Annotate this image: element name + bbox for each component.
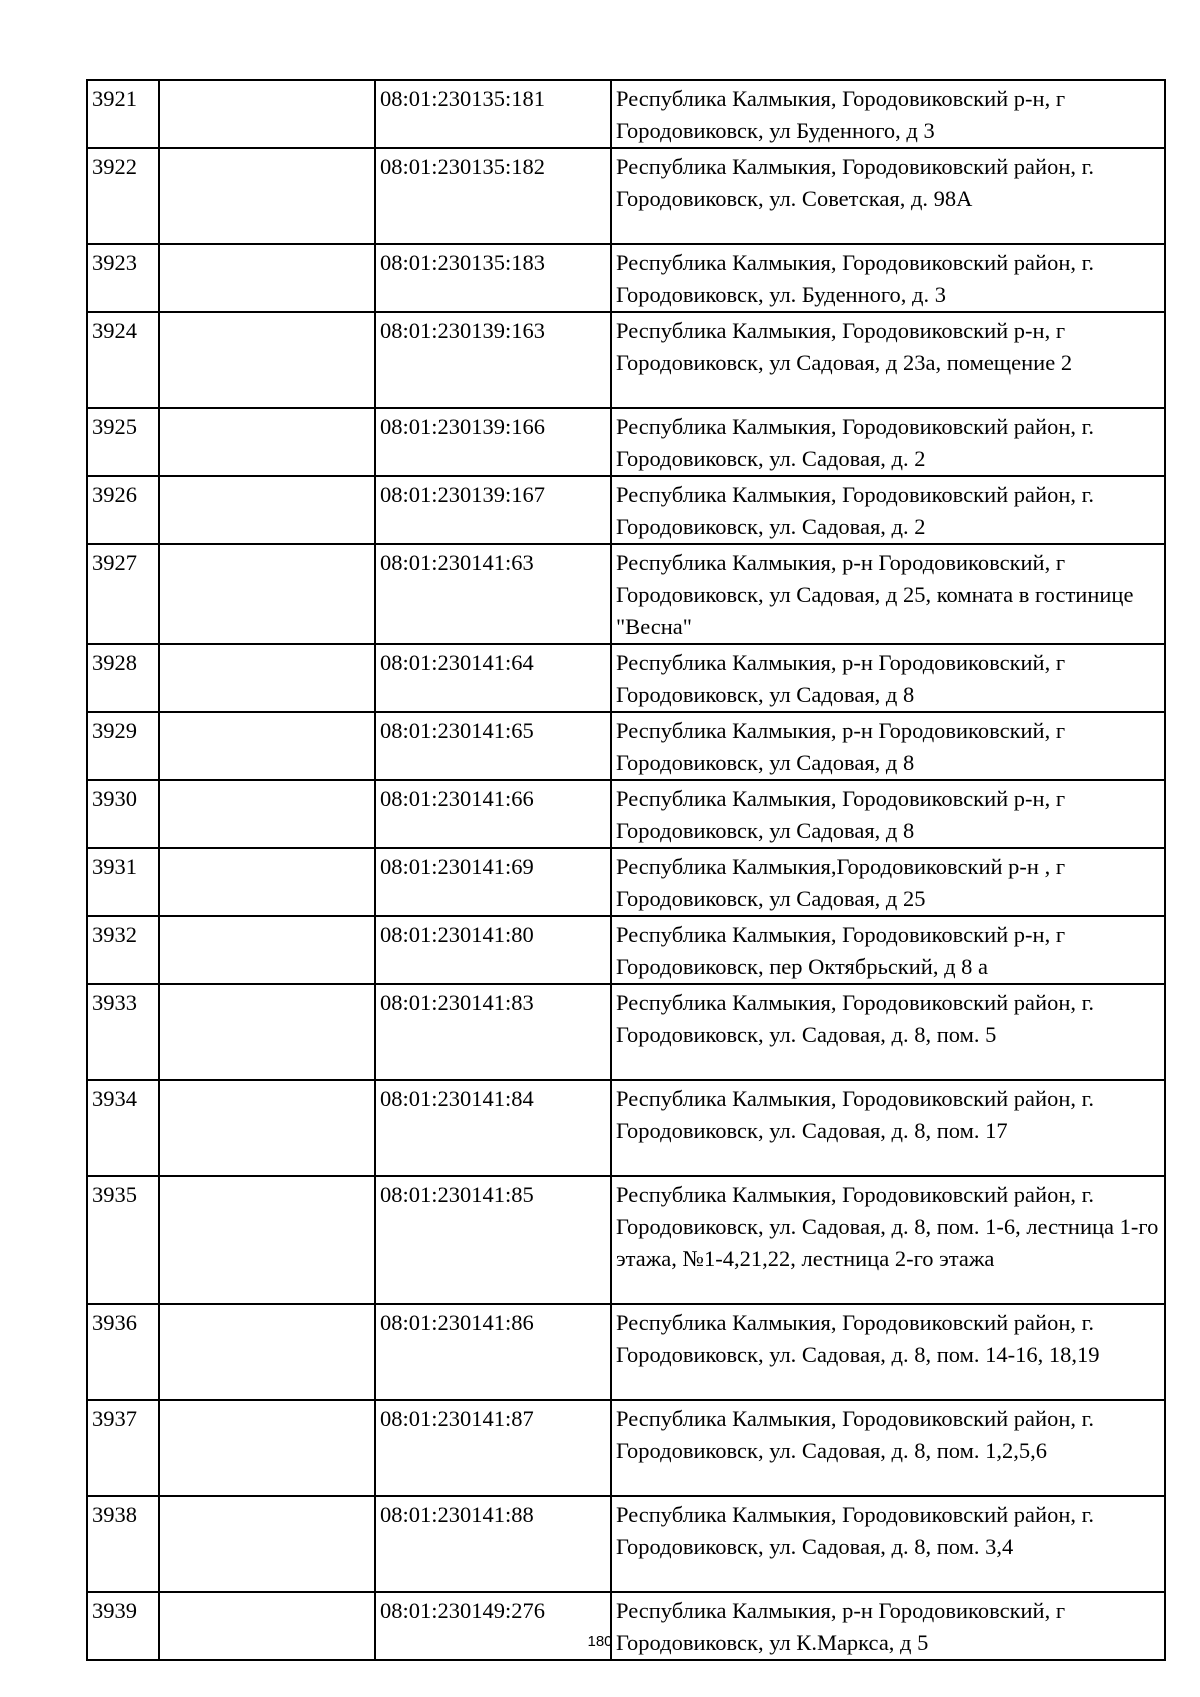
row-number: 3936	[87, 1304, 159, 1400]
address: Республика Калмыкия, Городовиковский район, г. Городовиковск, ул. Садовая, д. 8, пом. 1-6, лестница 1-го этажа, №1-4,21,22, лестница 2-го этажа	[611, 1176, 1165, 1304]
table-row	[87, 244, 1165, 312]
row-number: 3924	[87, 312, 159, 408]
cadastral-number: 08:01:230141:63	[375, 544, 611, 644]
table-row	[87, 984, 1165, 1080]
blank-cell	[159, 984, 375, 1080]
cadastral-number: 08:01:230141:66	[375, 780, 611, 848]
row-number: 3926	[87, 476, 159, 544]
row-number: 3928	[87, 644, 159, 712]
blank-cell	[159, 1080, 375, 1176]
blank-cell	[159, 780, 375, 848]
table-row	[87, 544, 1165, 644]
blank-cell	[159, 1176, 375, 1304]
row-number: 3931	[87, 848, 159, 916]
row-number: 3927	[87, 544, 159, 644]
row-number: 3939	[87, 1592, 159, 1660]
table-row	[87, 476, 1165, 544]
table-row	[87, 1304, 1165, 1400]
cadastral-number: 08:01:230135:183	[375, 244, 611, 312]
blank-cell	[159, 312, 375, 408]
blank-cell	[159, 1496, 375, 1592]
blank-cell	[159, 80, 375, 148]
table-row	[87, 1080, 1165, 1176]
row-number: 3933	[87, 984, 159, 1080]
table-row	[87, 1400, 1165, 1496]
address: Республика Калмыкия, Городовиковский район, г. Городовиковск, ул. Садовая, д. 2	[611, 476, 1165, 544]
address: Республика Калмыкия, Городовиковский район, г. Городовиковск, ул. Буденного, д. 3	[611, 244, 1165, 312]
row-number: 3930	[87, 780, 159, 848]
address: Республика Калмыкия, Городовиковский район, г. Городовиковск, ул. Садовая, д. 8, пом. 5	[611, 984, 1165, 1080]
address: Республика Калмыкия, Городовиковский район, г. Городовиковск, ул. Садовая, д. 8, пом. 1,2,5,6	[611, 1400, 1165, 1496]
table-row	[87, 1176, 1165, 1304]
blank-cell	[159, 1304, 375, 1400]
table-row	[87, 644, 1165, 712]
page-number: 180	[587, 1633, 613, 1650]
cadastral-number: 08:01:230141:69	[375, 848, 611, 916]
blank-cell	[159, 848, 375, 916]
table-row	[87, 312, 1165, 408]
cadastral-number: 08:01:230141:64	[375, 644, 611, 712]
blank-cell	[159, 916, 375, 984]
blank-cell	[159, 644, 375, 712]
cadastral-number: 08:01:230141:85	[375, 1176, 611, 1304]
table-row	[87, 1496, 1165, 1592]
row-number: 3937	[87, 1400, 159, 1496]
cadastral-number: 08:01:230141:84	[375, 1080, 611, 1176]
registry-table	[86, 79, 1166, 1661]
table-row	[87, 408, 1165, 476]
cadastral-number: 08:01:230141:65	[375, 712, 611, 780]
address: Республика Калмыкия, Городовиковский район, г. Городовиковск, ул. Садовая, д. 8, пом. 3,4	[611, 1496, 1165, 1592]
table-row	[87, 848, 1165, 916]
cadastral-number: 08:01:230149:276	[375, 1592, 611, 1660]
row-number: 3938	[87, 1496, 159, 1592]
cadastral-number: 08:01:230139:163	[375, 312, 611, 408]
table-row	[87, 712, 1165, 780]
cadastral-number: 08:01:230135:182	[375, 148, 611, 244]
address: Республика Калмыкия, р-н Городовиковский, г Городовиковск, ул Садовая, д 8	[611, 644, 1165, 712]
address: Республика Калмыкия, Городовиковский район, г. Городовиковск, ул. Садовая, д. 8, пом. 17	[611, 1080, 1165, 1176]
address: Республика Калмыкия, р-н Городовиковский, г Городовиковск, ул К.Маркса, д 5	[611, 1592, 1165, 1660]
address: Республика Калмыкия, Городовиковский район, г. Городовиковск, ул. Садовая, д. 2	[611, 408, 1165, 476]
address: Республика Калмыкия, Городовиковский р-н, г Городовиковск, ул Садовая, д 23а, помещение 2	[611, 312, 1165, 408]
cadastral-number: 08:01:230139:167	[375, 476, 611, 544]
row-number: 3934	[87, 1080, 159, 1176]
row-number: 3923	[87, 244, 159, 312]
table-row	[87, 780, 1165, 848]
row-number: 3932	[87, 916, 159, 984]
blank-cell	[159, 712, 375, 780]
address: Республика Калмыкия, Городовиковский р-н, г Городовиковск, ул Садовая, д 8	[611, 780, 1165, 848]
registry-table-body	[87, 80, 1165, 1660]
cadastral-number: 08:01:230141:86	[375, 1304, 611, 1400]
table-row	[87, 80, 1165, 148]
blank-cell	[159, 1400, 375, 1496]
blank-cell	[159, 544, 375, 644]
row-number: 3921	[87, 80, 159, 148]
blank-cell	[159, 148, 375, 244]
blank-cell	[159, 408, 375, 476]
cadastral-number: 08:01:230141:83	[375, 984, 611, 1080]
cadastral-number: 08:01:230135:181	[375, 80, 611, 148]
row-number: 3935	[87, 1176, 159, 1304]
address: Республика Калмыкия, Городовиковский р-н, г Городовиковск, пер Октябрьский, д 8 а	[611, 916, 1165, 984]
address: Республика Калмыкия, р-н Городовиковский, г Городовиковск, ул Садовая, д 25, комната в гостинице "Весна"	[611, 544, 1165, 644]
table-row	[87, 148, 1165, 244]
cadastral-number: 08:01:230141:88	[375, 1496, 611, 1592]
row-number: 3925	[87, 408, 159, 476]
address: Республика Калмыкия, Городовиковский район, г. Городовиковск, ул. Садовая, д. 8, пом. 14-16, 18,19	[611, 1304, 1165, 1400]
address: Республика Калмыкия, Городовиковский район, г. Городовиковск, ул. Советская, д. 98А	[611, 148, 1165, 244]
cadastral-number: 08:01:230141:87	[375, 1400, 611, 1496]
row-number: 3922	[87, 148, 159, 244]
address: Республика Калмыкия,Городовиковский р-н , г Городовиковск, ул Садовая, д 25	[611, 848, 1165, 916]
address: Республика Калмыкия, р-н Городовиковский, г Городовиковск, ул Садовая, д 8	[611, 712, 1165, 780]
row-number: 3929	[87, 712, 159, 780]
address: Республика Калмыкия, Городовиковский р-н, г Городовиковск, ул Буденного, д 3	[611, 80, 1165, 148]
cadastral-number: 08:01:230141:80	[375, 916, 611, 984]
blank-cell	[159, 476, 375, 544]
blank-cell	[159, 244, 375, 312]
cadastral-number: 08:01:230139:166	[375, 408, 611, 476]
table-row	[87, 916, 1165, 984]
